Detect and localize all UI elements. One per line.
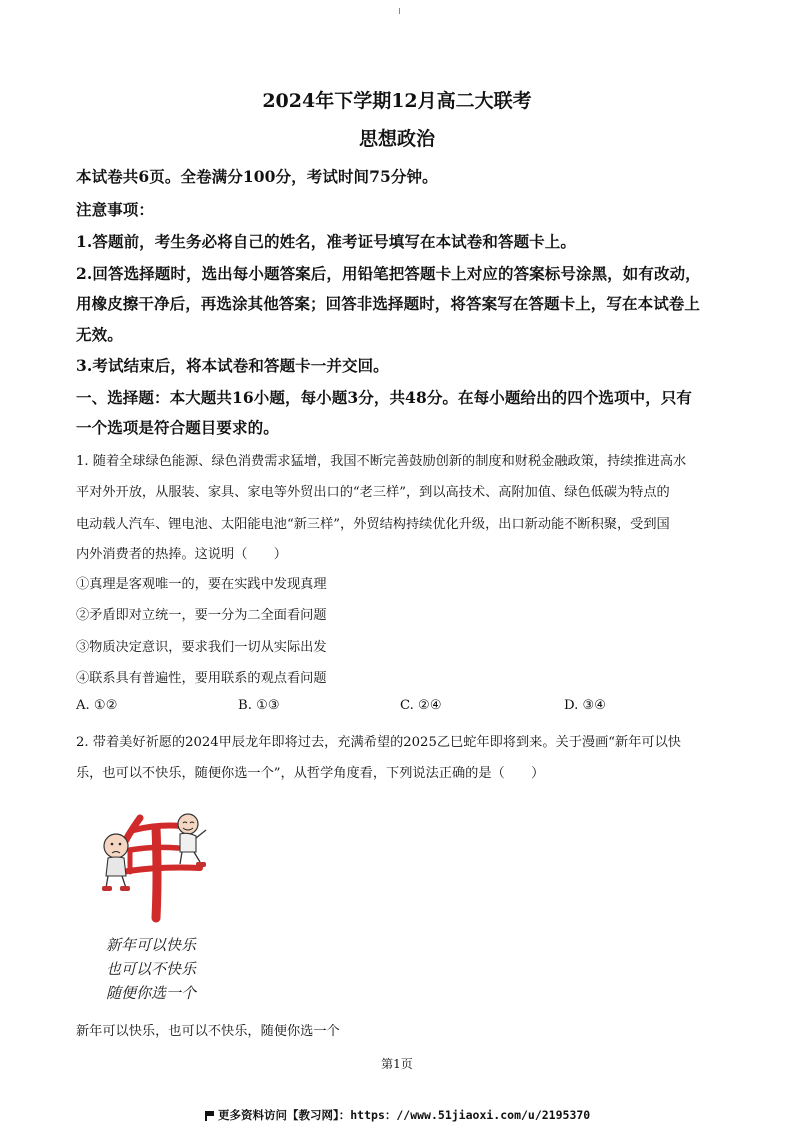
notice-item-3: 3.考试结束后，将本试卷和答题卡一并交回。: [76, 356, 389, 375]
question-1-stem-line-2: 平对外开放，从服装、家具、家电等外贸出口的“老三样”，到以高技术、高附加值、绿色低碳为特点的: [76, 485, 670, 500]
question-2-stem-line-1: 2. 带着美好祈愿的2024甲辰龙年即将过去，充满希望的2025乙巳蛇年即将到来。关于漫画“新年可以快: [76, 735, 681, 750]
exam-subject: 思想政治: [358, 128, 435, 150]
cartoon-handwriting-line-3: 随便你选一个: [106, 984, 197, 1002]
cartoon-handwriting-line-2: 也可以不快乐: [106, 960, 197, 978]
section-1-heading-line-1: 一、选择题：本大题共16小题，每小题3分，共48分。在每小题给出的四个选项中，只有: [76, 388, 693, 407]
question-1-statement-4: ④联系具有普遍性，要用联系的观点看问题: [76, 671, 327, 686]
question-1-option-b: B. ①③: [238, 698, 280, 713]
footer-link[interactable]: [205, 1107, 590, 1123]
top-tick-mark: [399, 8, 400, 14]
exam-title: 2024年下学期12月高二大联考: [262, 90, 532, 112]
happy-person-icon: [178, 814, 206, 867]
question-1-stem-line-3: 电动载人汽车、锂电池、太阳能电池“新三样”，外贸结构持续优化升级，出口新动能不断积聚，受到国: [76, 517, 670, 532]
footer-text[interactable]: 更多资料访问【教习网】：https：//www.51jiaoxi.com/u/2195370: [218, 1108, 591, 1122]
question-1-statement-2: ②矛盾即对立统一，要一分为二全面看问题: [76, 608, 327, 623]
cartoon-handwriting: [106, 936, 198, 1002]
page-number: 第1页: [381, 1057, 413, 1071]
question-1-option-d: D. ③④: [564, 698, 607, 713]
notice-item-2-line-1: 2.回答选择题时，选出每小题答案后，用铅笔把答题卡上对应的答案标号涂黑，如有改动，: [76, 264, 701, 283]
question-1-stem-line-4: 内外消费者的热捧。这说明（ ）: [76, 547, 287, 562]
notice-item-2-line-3: 无效。: [76, 325, 123, 344]
notice-item-2-line-2: 用橡皮擦干净后，再选涂其他答案；回答非选择题时，将答案写在答题卡上，写在本试卷上: [76, 294, 701, 313]
exam-info: 本试卷共6页。全卷满分100分，考试时间75分钟。: [76, 167, 438, 186]
question-1-option-c: C. ②④: [400, 698, 442, 713]
notice-item-1: 1.答题前，考生务必将自己的姓名，准考证号填写在本试卷和答题卡上。: [76, 232, 576, 251]
question-1-statement-1: ①真理是客观唯一的，要在实践中发现真理: [76, 577, 327, 592]
cartoon-handwriting-line-1: 新年可以快乐: [106, 936, 197, 954]
question-1-statement-3: ③物质决定意识，要求我们一切从实际出发: [76, 640, 327, 655]
section-1-heading-line-2: 一个选项是符合题目要求的。: [76, 418, 279, 437]
question-1-stem-line-1: 1. 随着全球绿色能源、绿色消费需求猛增，我国不断完善鼓励创新的制度和财税金融政策，持续推进高水: [76, 454, 687, 469]
question-2-stem-line-2: 乐，也可以不快乐，随便你选一个”，从哲学角度看，下列说法正确的是（ ）: [76, 766, 545, 781]
question-1-option-a: A. ①②: [76, 698, 118, 713]
notice-heading: 注意事项：: [76, 200, 155, 219]
flag-icon: [205, 1111, 214, 1120]
sad-person-icon: [102, 834, 130, 891]
cartoon-caption: 新年可以快乐，也可以不快乐，随便你选一个: [76, 1024, 340, 1039]
new-year-cartoon: [96, 806, 226, 1006]
